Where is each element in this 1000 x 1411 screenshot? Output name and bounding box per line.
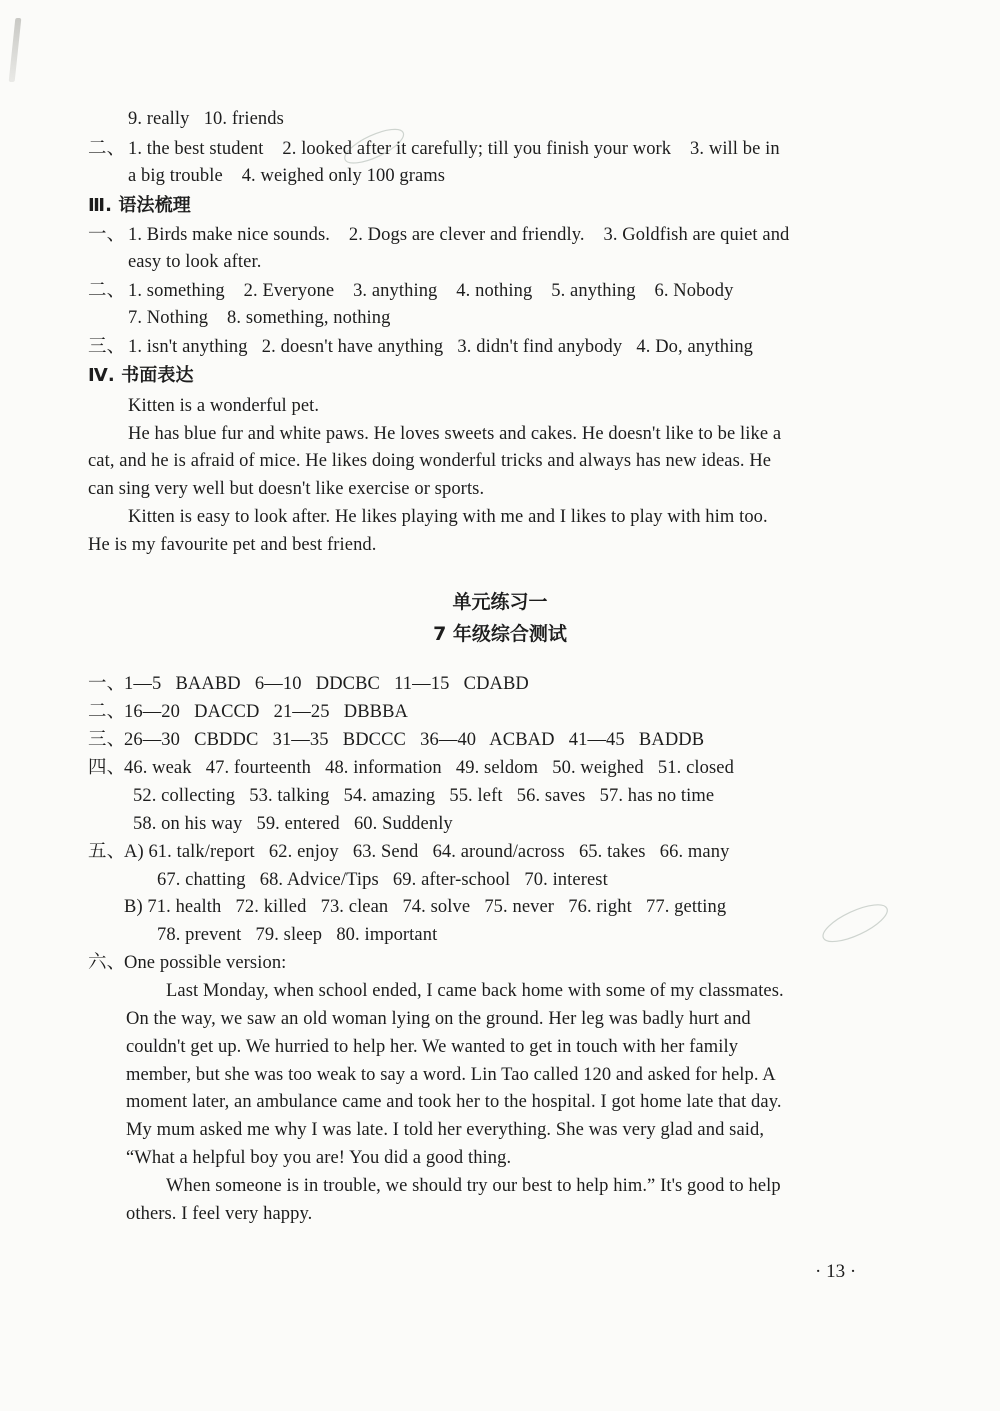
- essay-line: Kitten is easy to look after. He likes playing with me and I likes to play with him too.: [128, 507, 768, 527]
- answer-line: 78. prevent 79. sleep 80. important: [157, 925, 438, 945]
- section-marker: 二、: [88, 701, 126, 722]
- essay-line: Kitten is a wonderful pet.: [128, 396, 320, 416]
- section-marker: 五、: [88, 841, 126, 862]
- essay-line: He is my favourite pet and best friend.: [88, 535, 377, 555]
- answer-line: a big trouble 4. weighed only 100 grams: [128, 166, 446, 186]
- unit-title: 单元练习一: [452, 591, 548, 613]
- section-marker: 二、: [88, 280, 126, 301]
- section-marker: 一、: [88, 224, 126, 245]
- essay-line: On the way, we saw an old woman lying on the ground. Her leg was badly hurt and: [126, 1009, 751, 1029]
- answer-line: 1. isn't anything 2. doesn't have anything 3. didn't find anybody 4. Do, anything: [128, 337, 754, 357]
- answer-line: 1—5 BAABD 6—10 DDCBC 11—15 CDABD: [124, 674, 529, 694]
- answer-line: 46. weak 47. fourteenth 48. information 49. seldom 50. weighed 51. closed: [124, 758, 734, 778]
- section-marker: 二、: [88, 138, 126, 159]
- answer-line: 1. Birds make nice sounds. 2. Dogs are clever and friendly. 3. Goldfish are quiet and: [128, 225, 790, 245]
- section-marker: 六、: [88, 952, 126, 973]
- essay-line: He has blue fur and white paws. He loves sweets and cakes. He doesn't like to be like a: [128, 424, 782, 444]
- answer-line: 58. on his way 59. entered 60. Suddenly: [133, 814, 453, 834]
- section-marker: 四、: [88, 757, 126, 778]
- essay-line: moment later, an ambulance came and took her to the hospital. I got home late that day.: [126, 1092, 782, 1112]
- section-heading: Ⅳ. 书面表达: [88, 365, 194, 386]
- section-marker: 三、: [88, 729, 126, 750]
- page-number: · 13 ·: [815, 1261, 857, 1282]
- answer-line: A) 61. talk/report 62. enjoy 63. Send 64. around/across 65. takes 66. many: [124, 842, 730, 862]
- essay-line: When someone is in trouble, we should try our best to help him.” It's good to help: [166, 1176, 781, 1196]
- section-marker: 三、: [88, 336, 126, 357]
- test-title: 7 年级综合测试: [433, 623, 567, 645]
- answer-line: 7. Nothing 8. something, nothing: [128, 308, 391, 328]
- answer-line: One possible version:: [124, 953, 287, 973]
- essay-line: others. I feel very happy.: [126, 1204, 313, 1224]
- answer-line: 1. something 2. Everyone 3. anything 4. nothing 5. anything 6. Nobody: [128, 281, 734, 301]
- page-edge-shadow: [9, 18, 22, 82]
- watermark-stamp: [814, 894, 897, 957]
- essay-line: member, but she was too weak to say a word. Lin Tao called 120 and asked for help. A: [126, 1065, 776, 1085]
- answer-line: 26—30 CBDDC 31—35 BDCCC 36—40 ACBAD 41—45 BADDB: [124, 730, 705, 750]
- essay-line: My mum asked me why I was late. I told her everything. She was very glad and said,: [126, 1120, 765, 1140]
- essay-line: cat, and he is afraid of mice. He likes doing wonderful tricks and always has new ideas. He: [88, 451, 772, 471]
- answer-line: B) 71. health 72. killed 73. clean 74. solve 75. never 76. right 77. getting: [124, 897, 727, 917]
- section-heading: Ⅲ. 语法梳理: [88, 195, 191, 216]
- answer-line: 52. collecting 53. talking 54. amazing 55. left 56. saves 57. has no time: [133, 786, 715, 806]
- essay-line: couldn't get up. We hurried to help her. We wanted to get in touch with her family: [126, 1037, 739, 1057]
- essay-line: “What a helpful boy you are! You did a good thing.: [126, 1148, 512, 1168]
- watermark-icon: [814, 894, 896, 953]
- essay-line: Last Monday, when school ended, I came back home with some of my classmates.: [166, 981, 784, 1001]
- answer-line: easy to look after.: [128, 252, 262, 272]
- answer-line: 1. the best student 2. looked after it carefully; till you finish your work 3. will be in: [128, 139, 780, 159]
- essay-line: can sing very well but doesn't like exercise or sports.: [88, 479, 485, 499]
- answer-line: 67. chatting 68. Advice/Tips 69. after-school 70. interest: [157, 870, 608, 890]
- answer-line: 16—20 DACCD 21—25 DBBBA: [124, 702, 409, 722]
- answer-line: 9. really 10. friends: [128, 109, 284, 129]
- section-marker: 一、: [88, 673, 126, 694]
